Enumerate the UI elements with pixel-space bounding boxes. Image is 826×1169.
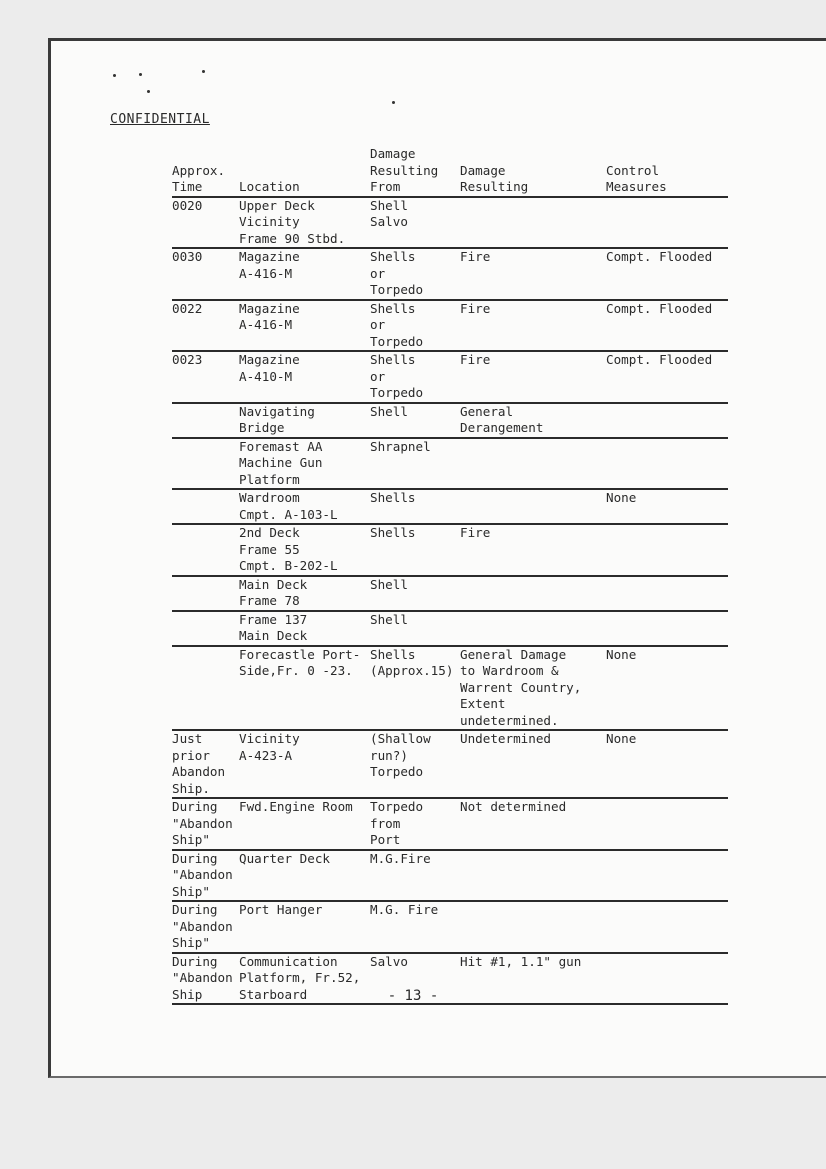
table-cell: Just prior Abandon Ship. [172,731,226,796]
table-cell: Shell [370,576,408,592]
table-row [172,731,728,799]
table-cell: Not determined [460,799,567,814]
table-cell: Quarter Deck [239,850,330,866]
table-row [172,439,728,491]
table-cell: 0023 [172,352,203,367]
table-cell [172,490,239,523]
table-cell: Shells [370,525,416,540]
table-cell [172,525,239,575]
table-cell: Shell Salvo [370,197,408,229]
table-row [172,249,728,301]
table-row [172,799,728,851]
table-row [172,577,728,612]
damage-table [172,146,728,1005]
table-cell: During "Abandon Ship" [172,902,233,950]
table-cell: Hit #1, 1.1" gun [460,953,582,969]
table-row [172,198,728,250]
scan-speck [392,101,395,104]
table-row [172,490,728,525]
table-cell [460,577,606,610]
table-cell [460,198,606,248]
table-cell: Fire [460,352,491,367]
table-cell: Fire [460,300,491,316]
table-cell: Torpedo from Port [370,799,424,847]
scan-speck [139,73,142,76]
table-cell: During "Abandon Ship [172,953,233,1002]
table-cell [606,799,728,849]
table-cell: Fire [460,249,491,264]
table-cell: Undetermined [460,731,551,746]
table-cell [460,439,606,489]
table-cell: 0030 [172,249,203,264]
table-cell: 2nd Deck Frame 55 Cmpt. B-202-L [239,525,338,573]
table-cell: Fire [460,525,491,540]
table-cell [460,902,606,952]
table-cell [606,612,728,645]
table-cell: Compt. Flooded [606,300,713,316]
table-row [172,851,728,903]
table-cell: General Damage to Wardroom & Warrent Country, Extent undetermined. [460,646,582,728]
table-cell: Compt. Flooded [606,352,713,367]
table-cell: Shell [370,611,408,627]
table-cell: Foremast AA Machine Gun Platform [239,438,323,487]
table-cell: Fwd.Engine Room [239,799,353,814]
table-cell: During "Abandon Ship" [172,850,233,899]
table-body [172,198,728,1006]
table-cell: (Shallow run?) Torpedo [370,731,431,779]
table-cell: Port Hanger [239,902,323,917]
table-cell [172,612,239,645]
table-cell: Shells or Torpedo [370,249,424,297]
table-cell: None [606,646,637,662]
table-row [172,404,728,439]
table-cell [172,439,239,489]
table-row [172,525,728,577]
table-cell: During "Abandon Ship" [172,799,233,847]
table-cell: None [606,490,637,505]
table-cell: Shells [370,490,416,505]
table-row [172,902,728,954]
table-cell: Vicinity A-423-A [239,731,300,763]
column-header: Damage Resulting From [370,146,439,194]
table-cell: Communication Platform, Fr.52, Starboard [239,953,361,1002]
table-cell: M.G.Fire [370,850,431,866]
table-cell: Magazine A-410-M [239,352,300,384]
table-cell: Frame 137 Main Deck [239,611,308,643]
table-cell [172,577,239,610]
table-cell: None [606,731,637,746]
table-cell: Magazine A-416-M [239,300,300,332]
table-cell [606,902,728,952]
table-cell [606,851,728,901]
table-cell [606,525,728,575]
table-cell: Shell [370,403,408,419]
table-cell [606,577,728,610]
table-cell: Shells (Approx.15) [370,646,454,678]
table-cell: Compt. Flooded [606,249,713,264]
table-cell: 0022 [172,300,203,316]
table-row [172,301,728,353]
table-cell: M.G. Fire [370,902,439,917]
scan-speck [202,70,205,73]
table-cell: Shrapnel [370,438,431,454]
table-cell: Main Deck Frame 78 [239,576,308,608]
column-header: Location [239,179,300,194]
table-cell: Navigating Bridge [239,403,315,435]
table-row [172,352,728,404]
table-cell: Wardroom Cmpt. A-103-L [239,490,338,522]
table-cell [172,404,239,437]
table-cell [606,439,728,489]
table-cell: Shells or Torpedo [370,352,424,400]
table-cell [606,198,728,248]
column-header: Approx. Time [172,162,226,194]
table-cell [606,404,728,437]
classification-label: CONFIDENTIAL [110,112,210,127]
table-row [172,647,728,732]
column-header: Damage Resulting [460,162,529,194]
table-cell: Forecastle Port- Side,Fr. 0 -23. [239,646,361,678]
table-cell [460,490,606,523]
page-number: - 13 - [387,988,439,1004]
table-row [172,612,728,647]
table-cell: Shells or Torpedo [370,300,424,349]
column-header: Control Measures [606,162,667,194]
table-cell [172,647,239,730]
scan-speck [113,74,116,77]
table-header-row [172,146,728,198]
table-cell: Upper Deck Vicinity Frame 90 Stbd. [239,197,346,246]
table-cell [460,612,606,645]
table-cell: Magazine A-416-M [239,249,300,281]
scan-speck [147,90,150,93]
table-cell: 0020 [172,197,203,213]
table-cell [460,851,606,901]
table-cell: Salvo [370,953,408,969]
table-cell: General Derangement [460,403,544,435]
